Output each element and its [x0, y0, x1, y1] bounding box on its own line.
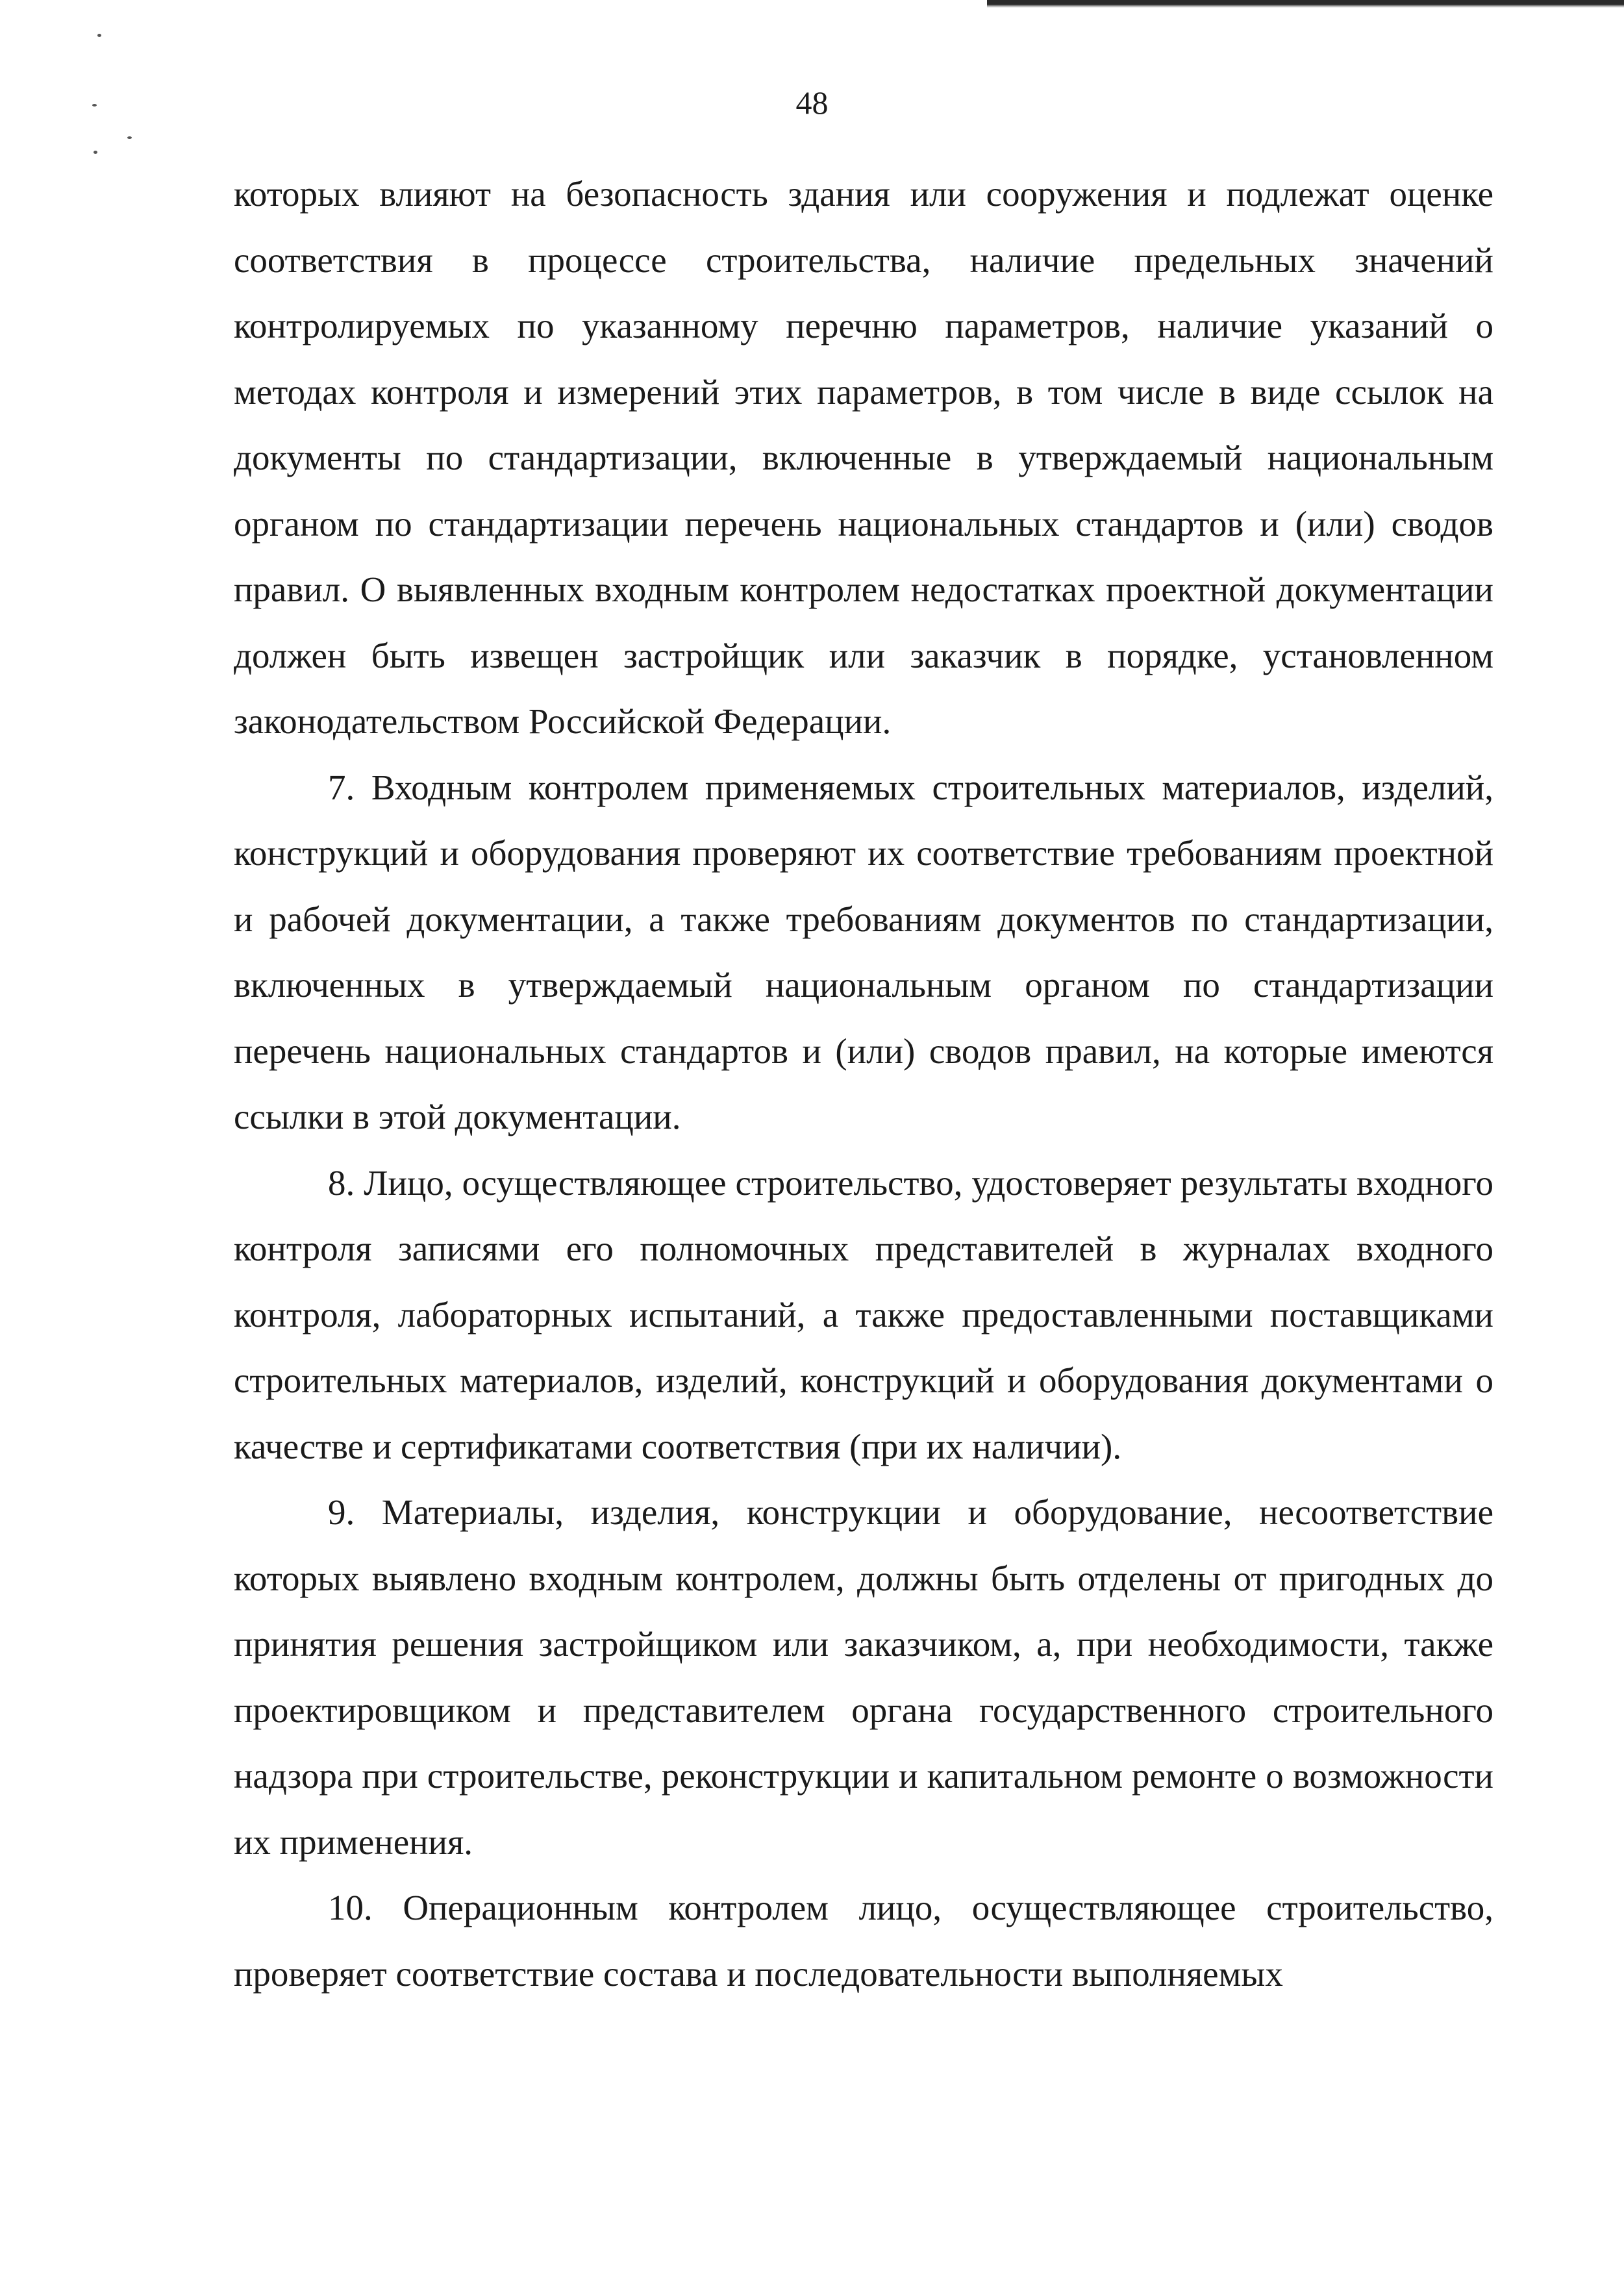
- paragraph-item-10: 10. Операционным контролем лицо, осуществляющее строительство, проверяет соответствие состава и последовательности выполняемых: [234, 1888, 1493, 1994]
- scan-edge-line: [987, 0, 1624, 8]
- paragraph-continuation: которых влияют на безопасность здания или сооружения и подлежат оценке соответствия в процессе строительства, наличие предельных значений контролируемых по указанному перечню параметров, наличие указаний о методах контроля и измерений этих параметров, в том числе в виде ссылок на документы по стандартизации, включенные в утверждаемый национальным органом по стандартизации перечень национальных стандартов и (или) сводов правил. О выявленных входным контролем недостатках проектной документации должен быть извещен застройщик или заказчик в порядке, установленном законодательством Российской Федерации.: [234, 174, 1493, 741]
- page-number: 48: [795, 84, 829, 121]
- scan-speck: [127, 136, 132, 139]
- paragraph-item-9: 9. Материалы, изделия, конструкции и оборудование, несоответствие которых выявлено входным контролем, должны быть отделены от пригодных до принятия решения застройщиком или заказчиком, а, при необходимости, также проектировщиком и представителем органа государственного строительного надзора при строительстве, реконструкции и капитальном ремонте о возможности их применения.: [234, 1492, 1493, 1862]
- paragraph-item-7: 7. Входным контролем применяемых строительных материалов, изделий, конструкций и оборудования проверяют их соответствие требованиям проектной и рабочей документации, а также требованиям документов по стандартизации, включенных в утверждаемый национальным органом по стандартизации перечень национальных стандартов и (или) сводов правил, на которые имеются ссылки в этой документации.: [234, 767, 1493, 1136]
- scan-speck: [94, 151, 97, 154]
- document-body: [234, 161, 1493, 2007]
- scan-speck: [97, 34, 101, 37]
- paragraph-item-8: 8. Лицо, осуществляющее строительство, удостоверяет результаты входного контроля записями его полномочных представителей в журналах входного контроля, лабораторных испытаний, а также предоставленными поставщиками строительных материалов, изделий, конструкций и оборудования документами о качестве и сертификатами соответствия (при их наличии).: [234, 1162, 1493, 1466]
